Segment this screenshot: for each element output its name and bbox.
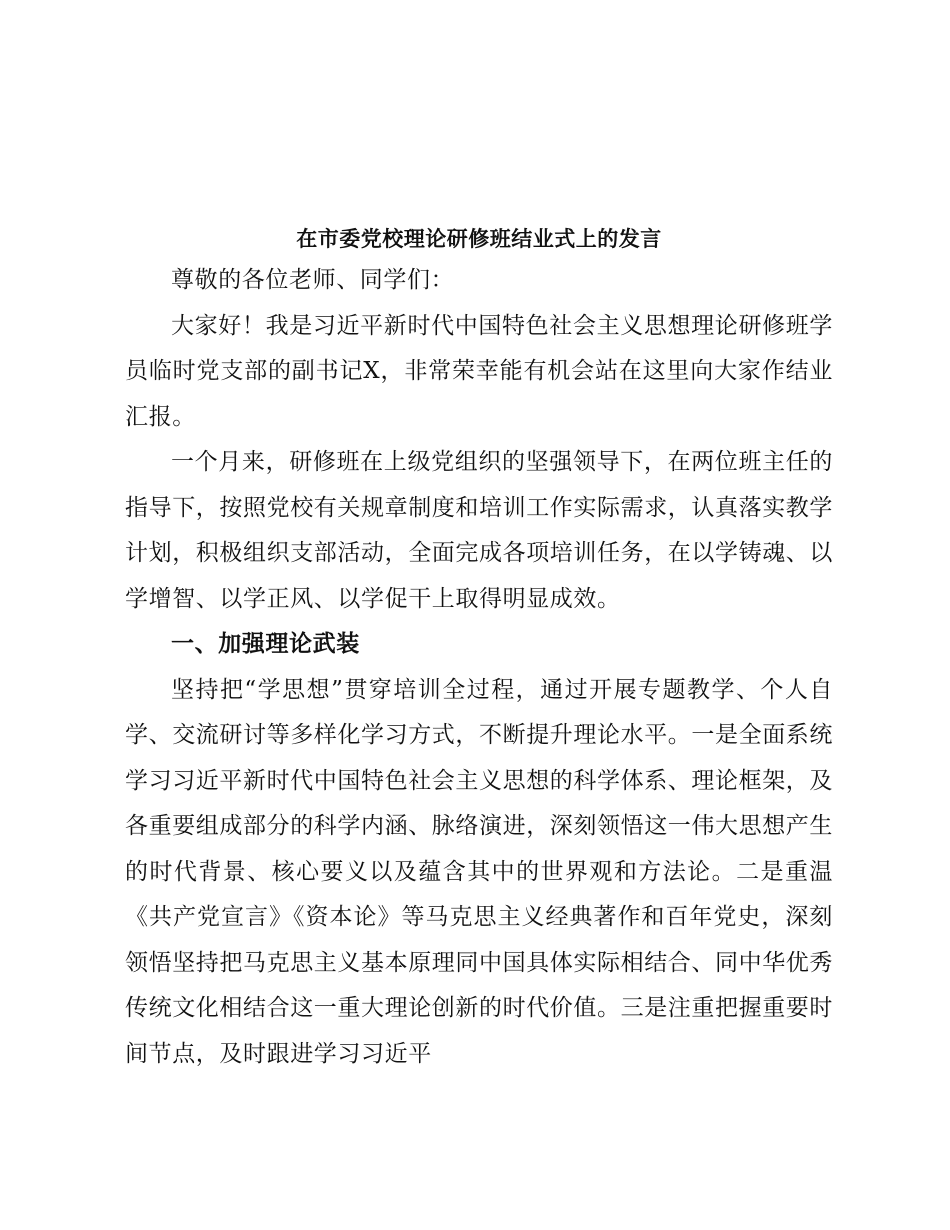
document-title: 在市委党校理论研修班结业式上的发言 — [296, 226, 662, 251]
section-heading: 一、加强理论武装 — [171, 631, 360, 657]
paragraph-summary: 一个月来，研修班在上级党组织的坚强领导下，在两位班主任的指导下，按照党校有关规章制度和培训工作实际需求，认真落实教学计划，积极组织支部活动，全面完成各项培训任务，在以学铸魂、以学增智、以学正风、以学促干上取得明显成效。 — [125, 449, 833, 612]
section-paragraph: 坚持把“学思想”贯穿培训全过程，通过开展专题教学、个人自学、交流研讨等多样化学习方式，不断提升理论水平。一是全面系统学习习近平新时代中国特色社会主义思想的科学体系、理论框架，及各重要组成部分的科学内涵、脉络演进，深刻领悟这一伟大思想产生的时代背景、核心要义以及蕴含其中的世界观和方法论。二是重温《共产党宣言》《资本论》等马克思主义经典著作和百年党史，深刻领悟坚持把马克思主义基本原理同中国具体实际相结合、同中华优秀传统文化相结合这一重大理论创新的时代价值。三是注重把握重要时间节点，及时跟进学习习近平 — [125, 676, 833, 1067]
paragraph-greeting: 大家好！我是习近平新时代中国特色社会主义思想理论研修班学员临时党支部的副书记X，非常荣幸能有机会站在这里向大家作结业汇报。 — [125, 312, 833, 430]
document-body — [125, 220, 833, 1077]
salutation: 尊敬的各位老师、同学们： — [171, 267, 455, 293]
